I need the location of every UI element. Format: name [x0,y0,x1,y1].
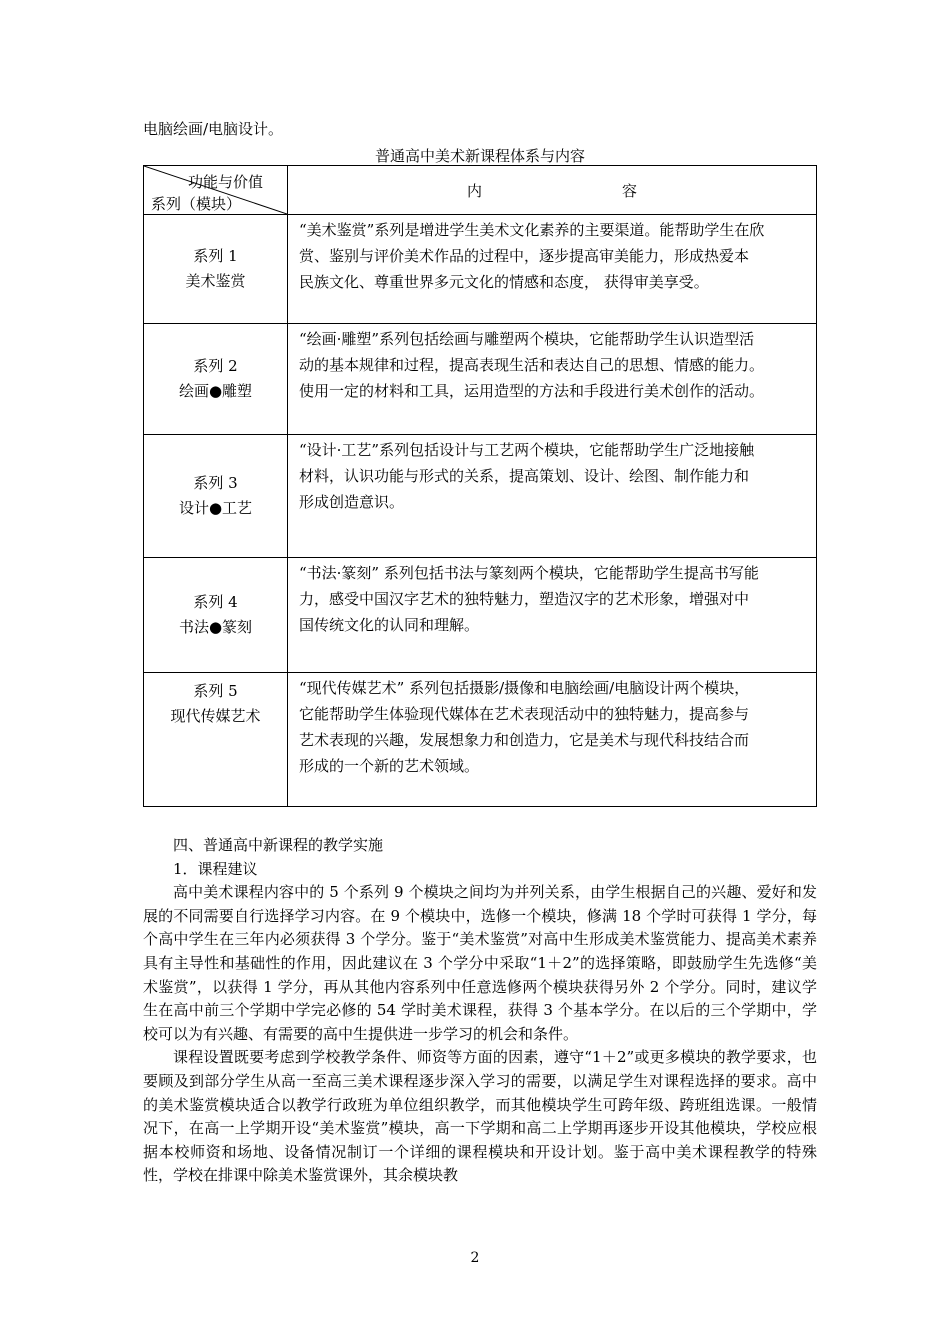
table-row [144,435,817,558]
table-caption: 普通高中美术新课程体系与内容 [374,147,585,165]
content-line: “现代传媒艺术” 系列包括摄影/摄像和电脑绘画/电脑设计两个模块， [299,679,750,697]
section-body [143,834,817,1188]
content-line: “设计·工艺”系列包括设计与工艺两个模块，它能帮助学生广泛地接触 [299,441,755,459]
content-line: “美术鉴赏”系列是增进学生美术文化素养的主要渠道。能帮助学生在欣 [299,221,765,239]
content-line: “绘画·雕塑”系列包括绘画与雕塑两个模块，它能帮助学生认识造型活 [299,330,755,348]
content-line: 材料，认识功能与形式的关系，提高策划、设计、绘图、制作能力和 [299,467,750,485]
table-row [144,215,817,324]
header-content-char-2: 容 [622,181,638,200]
series-module: 美术鉴赏 [185,272,246,290]
content-cell [288,558,817,673]
content-line: 艺术表现的兴趣，发展想象力和创造力，它是美术与现代科技结合而 [299,731,750,749]
header-content-char-1: 内 [466,181,482,200]
series-number: 系列 5 [193,682,238,700]
series-module: 绘画●雕塑 [178,382,253,400]
header-function-label: 功能与价值 [188,173,264,191]
content-cell [288,324,817,435]
content-cell [288,435,817,558]
content-line: 使用一定的材料和工具，运用造型的方法和手段进行美术创作的活动。 [299,382,765,400]
series-cell [144,324,288,435]
series-number: 系列 1 [193,247,238,265]
content-line: 它能帮助学生体验现代媒体在艺术表现活动中的独特魅力，提高参与 [299,705,750,723]
table-row [144,324,817,435]
content-line: 形成创造意识。 [299,493,405,511]
content-line: 国传统文化的认同和理解。 [299,616,480,634]
series-module: 设计●工艺 [178,499,253,517]
table-row [144,673,817,807]
section-subheading: 1．课程建议 [173,859,258,878]
series-cell [144,215,288,324]
section-heading: 四、普通高中新课程的教学实施 [173,836,384,854]
header-series-label: 系列（模块） [151,195,242,213]
paragraph: 课程设置既要考虑到学校教学条件、师资等方面的因素，遵守“1＋2”或更多模块的教学要求，也要顾及到部分学生从高一至高三美术课程逐步深入学习的需要，以满足学生对课程选择的要求。高中的美术鉴赏模块适合以教学行政班为单位组织教学，而其他模块学生可跨年级、跨班组选课。一般情况下，在高一上学期开设“美术鉴赏”模块，高一下学期和高二上学期再逐步开设其他模块，学校应根据本校师资和场地、设备情况制订一个详细的课程模块和开设计划。鉴于高中美术课程教学的特殊性，学校在排课中除美术鉴赏课外，其余模块教 [143,1048,817,1185]
content-line: 民族文化、尊重世界多元文化的情感和态度， 获得审美享受。 [299,273,709,291]
content-cell [288,673,817,807]
header-content-cell [288,166,817,215]
content-line: 形成的一个新的艺术领域。 [299,757,480,775]
page-number: 2 [470,1250,480,1266]
series-module: 书法●篆刻 [178,618,253,636]
content-line: 动的基本规律和过程，提高表现生活和表达自己的思想、情感的能力。 [299,356,765,374]
series-number: 系列 2 [193,357,238,375]
table-row [144,558,817,673]
series-number: 系列 4 [193,593,238,611]
series-number: 系列 3 [193,474,238,492]
paragraph: 高中美术课程内容中的 5 个系列 9 个模块之间均为并列关系，由学生根据自己的兴趣、爱好和发展的不同需要自行选择学习内容。在 9 个模块中，选修一个模块，修满 18 个学时可获得 1 学分，每个高中学生在三年内必须获得 3 个学分。鉴于“美术鉴赏”对高中生形成美术鉴赏能力、提高美术素养具有主导性和基础性的作用，因此建议在 3 个学分中采取“1＋2”的选择策略，即鼓励学生先选修“美术鉴赏”，以获得 1 学分，再从其他内容系列中任意选修两个模块获得另外 2 个学分。同时，建议学生在高中前三个学期中学完必修的 54 学时美术课程，获得 3 个基本学分。在以后的三个学期中，学校可以为有兴趣、有需要的高中生提供进一步学习的机会和条件。 [143,883,817,1043]
content-cell [288,215,817,324]
content-line: 力，感受中国汉字艺术的独特魅力，塑造汉字的艺术形象，增强对中 [299,590,750,608]
series-cell [144,673,288,807]
series-module: 现代传媒艺术 [170,707,261,725]
lead-line: 电脑绘画/电脑设计。 [143,120,284,138]
curriculum-table [143,165,817,807]
content-line: 赏、鉴别与评价美术作品的过程中，逐步提高审美能力，形成热爱本 [299,247,750,265]
series-cell [144,558,288,673]
diagonal-header-cell [144,166,288,215]
table-header-row [144,166,817,215]
content-line: “书法·篆刻” 系列包括书法与篆刻两个模块，它能帮助学生提高书写能 [299,564,759,582]
series-cell [144,435,288,558]
